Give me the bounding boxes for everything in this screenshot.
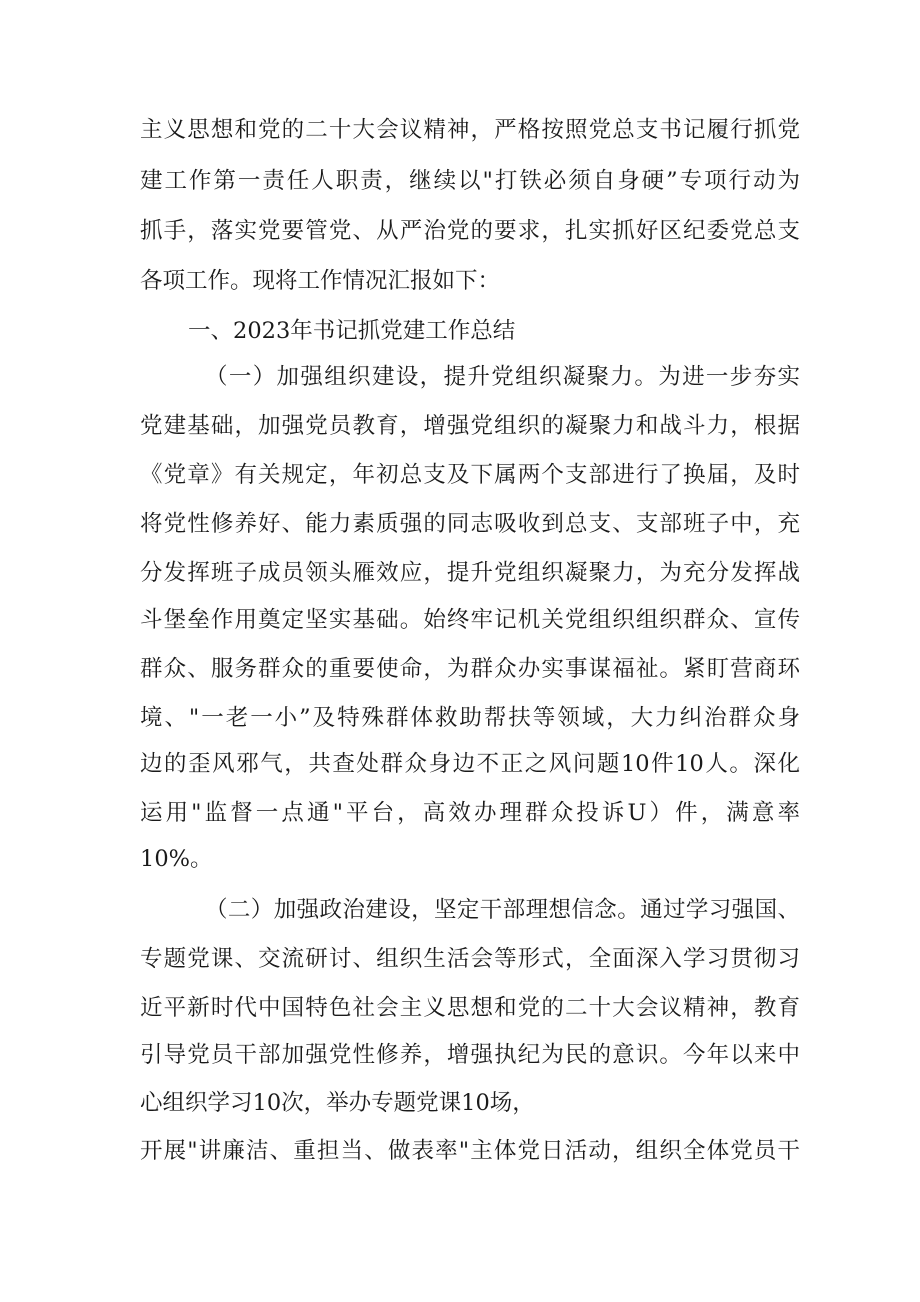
section-heading: 一、2023年书记抓党建工作总结 [188,318,516,344]
body-text-line: 党建基础，加强党员教育，增强党组织的凝聚力和战斗力，根据 [140,413,800,439]
body-text-line: 抓手，落实党要管党、从严治党的要求，扎实抓好区纪委党总支 [140,218,800,244]
subsection-heading-line: （一）加强组织建设，提升党组织凝聚力。为进一步夯实 [205,364,800,390]
body-text-line: 10%。 [140,846,213,872]
subsection-heading-line: （二）加强政治建设，坚定干部理想信念。通过学习强国、 [205,897,800,923]
body-text-line: 境、"一老一小”及特殊群体救助帮扶等领域，大力纠治群众身 [140,705,800,731]
body-text-line: 建工作第一责任人职责，继续以"打铁必须自身硬”专项行动为 [140,168,800,194]
body-text-line: 将党性修养好、能力素质强的同志吸收到总支、支部班子中，充 [140,511,800,537]
body-text-line: 主义思想和党的二十大会议精神，严格按照党总支书记履行抓党 [140,117,800,143]
body-text-line: 近平新时代中国特色社会主义思想和党的二十大会议精神，教育 [140,995,800,1021]
body-text-line: 运用"监督一点通"平台，高效办理群众投诉U）件，满意率 [140,800,800,826]
body-text-line: 边的歪风邪气，共查处群众身边不正之风问题10件10人。深化 [140,751,800,777]
body-text-line: 各项工作。现将工作情况汇报如下： [140,268,501,294]
body-text-line: 心组织学习10次，举办专题党课10场， [140,1090,535,1116]
body-text-line: 《党章》有关规定，年初总支及下属两个支部进行了换届，及时 [140,462,800,488]
body-text-line: 开展"讲廉洁、重担当、做表率"主体党日活动，组织全体党员干 [140,1138,800,1164]
body-text-line: 分发挥班子成员领头雁效应，提升党组织凝聚力，为充分发挥战 [140,560,800,586]
body-text-line: 专题党课、交流研讨、组织生活会等形式，全面深入学习贯彻习 [140,946,800,972]
body-text-line: 群众、服务群众的重要使命，为群众办实事谋福祉。紧盯营商环 [140,656,800,682]
body-text-line: 引导党员干部加强党性修养，增强执纪为民的意识。今年以来中 [140,1042,800,1068]
body-text-line: 斗堡垒作用奠定坚实基础。始终牢记机关党组织组织群众、宣传 [140,607,800,633]
